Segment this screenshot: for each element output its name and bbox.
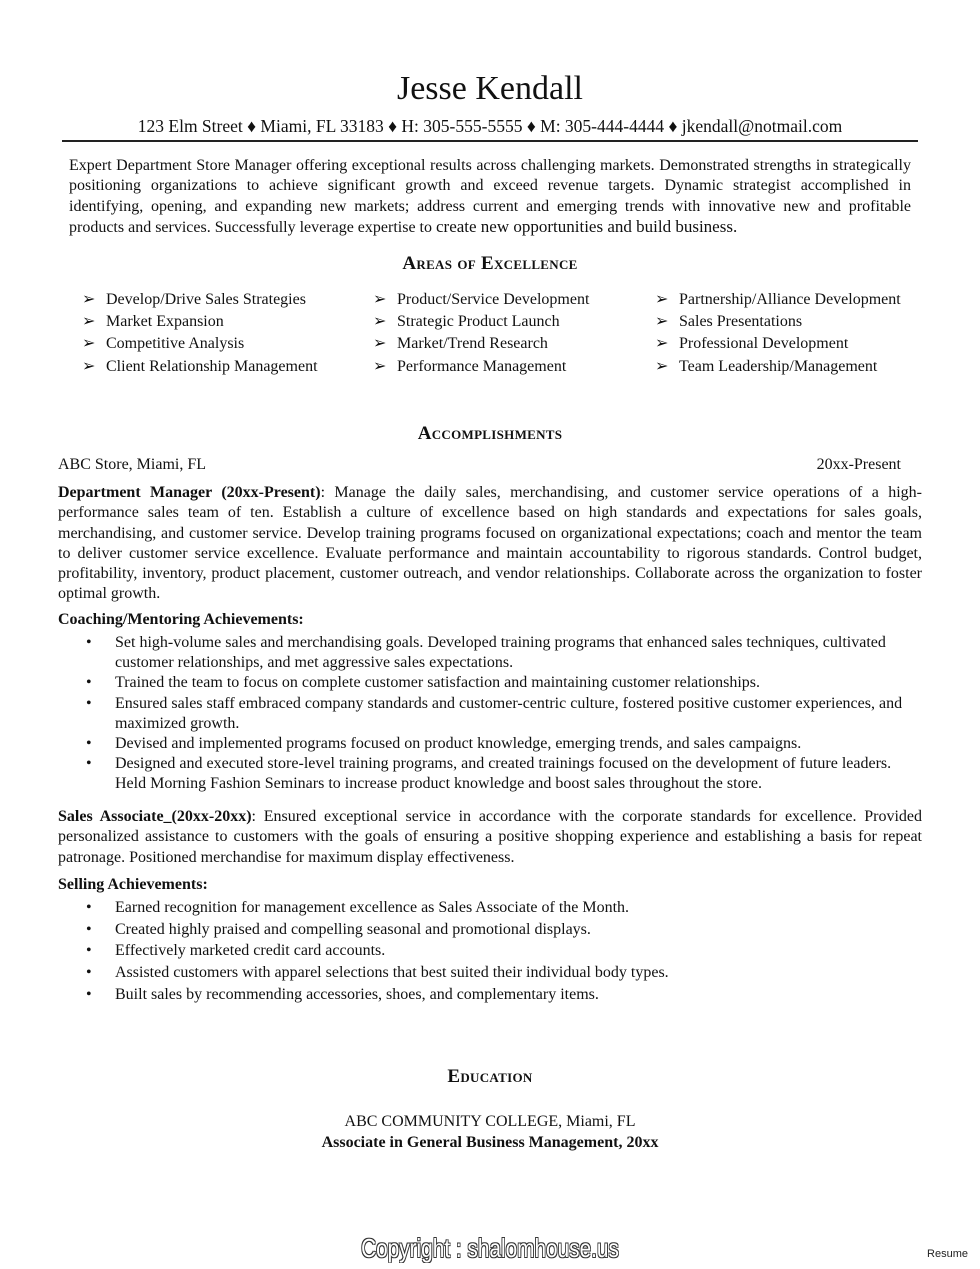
list-item <box>58 898 922 918</box>
summary-paragraph <box>69 156 911 238</box>
bullet-icon: • <box>86 634 92 651</box>
employer: ABC Store, Miami, FL <box>58 456 207 473</box>
area-item <box>373 356 566 376</box>
arrow-bullet-icon: ➢ <box>82 335 96 352</box>
job1-text: : Manage the daily sales, merchandising, and customer service operations of a high-performance sales team of ten. Establish a culture of excellence based on high standards and expectations for sales goals, merchandising, and customer service. Develop training programs focused on organizational expectations; coach and mentor the team to deliver customer service excellence. Evaluate performance and maintain accountability to rigorous standards. Control budget, profitability, inventory, product placement, customer outreach, and vendor relationships. Collaborate across the organization to foster optimal growth. <box>58 484 923 603</box>
arrow-bullet-icon: ➢ <box>82 291 96 308</box>
area-label: Market Expansion <box>106 313 224 330</box>
bullet-icon: • <box>86 899 92 916</box>
job1-title: Department Manager (20xx-Present) <box>58 484 321 501</box>
area-item <box>82 311 224 331</box>
list-item-text: Set high-volume sales and merchandising goals. Developed training programs that enhanced sales techniques, cultivated customer relationships, and met aggressive sales expectations. <box>115 634 886 672</box>
list-item <box>58 920 922 940</box>
list-item <box>58 941 922 961</box>
watermark: Copyright : shalomhouse.us <box>361 1233 619 1263</box>
bullet-icon: • <box>86 755 92 773</box>
list-item <box>58 734 922 754</box>
list-item <box>58 963 922 983</box>
arrow-bullet-icon: ➢ <box>655 313 669 330</box>
bullet-icon: • <box>86 942 92 960</box>
arrow-bullet-icon: ➢ <box>373 313 387 330</box>
area-item <box>82 356 318 376</box>
list-item <box>58 673 922 693</box>
arrow-bullet-icon: ➢ <box>373 291 387 308</box>
school: ABC COMMUNITY COLLEGE, Miami, FL <box>344 1113 636 1130</box>
arrow-bullet-icon: ➢ <box>373 335 387 352</box>
summary-emphasis: create new opportunities and build business. <box>435 216 738 236</box>
bullet-icon: • <box>86 920 92 938</box>
list-item-text: Built sales by recommending accessories, shoes, and complementary items. <box>115 985 599 1003</box>
area-item <box>655 356 877 376</box>
area-item <box>373 311 560 331</box>
list-item <box>58 633 922 673</box>
list-item-text: Created highly praised and compelling seasonal and promotional displays. <box>115 920 591 938</box>
area-label: Sales Presentations <box>679 313 803 330</box>
arrow-bullet-icon: ➢ <box>655 358 669 375</box>
area-label: Strategic Product Launch <box>397 313 560 330</box>
candidate-name: Jesse Kendall <box>396 70 583 107</box>
list-item-text: Designed and executed store-level training programs, and created trainings focused on the development of future leaders. Held Morning Fashion Seminars to increase product knowledge and boost sales throughout the store. <box>115 755 892 793</box>
list-item-text: Effectively marketed credit card accounts. <box>115 942 386 960</box>
area-label: Team Leadership/Management <box>679 358 878 375</box>
coaching-list <box>58 633 922 795</box>
area-item <box>373 289 589 309</box>
area-label: Market/Trend Research <box>397 335 548 352</box>
corner-label: Resume <box>927 1248 968 1260</box>
header-divider <box>62 140 918 142</box>
selling-heading: Selling Achievements: <box>58 876 208 893</box>
bullet-icon: • <box>86 985 92 1003</box>
employment-dates: 20xx-Present <box>816 456 901 473</box>
education-heading: Education <box>447 1066 533 1087</box>
area-label: Performance Management <box>397 358 567 375</box>
list-item-text: Trained the team to focus on complete customer satisfaction and maintaining customer relationships. <box>115 674 761 692</box>
area-item <box>82 289 306 309</box>
area-label: Client Relationship Management <box>106 358 318 375</box>
bullet-icon: • <box>86 694 92 712</box>
arrow-bullet-icon: ➢ <box>82 313 96 330</box>
area-label: Competitive Analysis <box>106 335 245 352</box>
summary-text: Expert Department Store Manager offering exceptional results across challenging markets. Demonstrated strengths in strategically positioning organizations to achieve significant growth and exceed revenue targets. Dynamic strategist accomplished in identifying, opening, and expanding new markets; address current and emerging trends with innovative new and profitable products and services. Successfully leverage expertise to <box>69 157 911 236</box>
area-item <box>655 311 802 331</box>
area-item <box>655 333 848 353</box>
area-item <box>373 333 548 353</box>
arrow-bullet-icon: ➢ <box>655 291 669 308</box>
job2-text: : Ensured exceptional service in accordance with the corporate standards for excellence. Provided personalized assistance to customers with the goals of ensuring a positive shopping experience and establishing a basis for repeat patronage. Positioned merchandise for maximum display effectiveness. <box>58 808 922 866</box>
arrow-bullet-icon: ➢ <box>82 358 96 375</box>
job2-description <box>58 807 922 868</box>
area-label: Product/Service Development <box>397 291 590 308</box>
area-label: Develop/Drive Sales Strategies <box>106 291 306 308</box>
job2-title: Sales Associate_(20xx-20xx) <box>58 808 252 825</box>
accomplishments-heading: Accomplishments <box>417 423 563 444</box>
job1-description <box>58 483 922 605</box>
list-item <box>58 985 922 1005</box>
bullet-icon: • <box>86 735 92 753</box>
area-item <box>82 333 244 353</box>
bullet-icon: • <box>86 964 92 982</box>
area-label: Professional Development <box>679 335 849 352</box>
list-item-text: Devised and implemented programs focused on product knowledge, emerging trends, and sales campaigns. <box>115 735 802 753</box>
employer-row <box>58 456 901 474</box>
degree: Associate in General Business Management, 20xx <box>321 1134 659 1151</box>
area-label: Partnership/Alliance Development <box>679 291 901 308</box>
list-item <box>58 694 922 734</box>
list-item-text: Earned recognition for management excellence as Sales Associate of the Month. <box>115 899 630 916</box>
areas-heading: Areas of Excellence <box>402 253 578 274</box>
list-item <box>58 754 922 794</box>
arrow-bullet-icon: ➢ <box>373 358 387 375</box>
coaching-heading: Coaching/Mentoring Achievements: <box>58 611 304 628</box>
arrow-bullet-icon: ➢ <box>655 335 669 352</box>
selling-list <box>58 898 922 1007</box>
list-item-text: Assisted customers with apparel selections that best suited their individual body types. <box>115 964 669 982</box>
bullet-icon: • <box>86 674 92 692</box>
area-item <box>655 289 901 309</box>
contact-line: 123 Elm Street ♦ Miami, FL 33183 ♦ H: 305-555-5555 ♦ M: 305-444-4444 ♦ jkendall@notmail.com <box>137 116 843 136</box>
list-item-text: Ensured sales staff embraced company standards and customer-centric culture, fostered positive customer experiences, and maximized growth. <box>115 694 903 732</box>
